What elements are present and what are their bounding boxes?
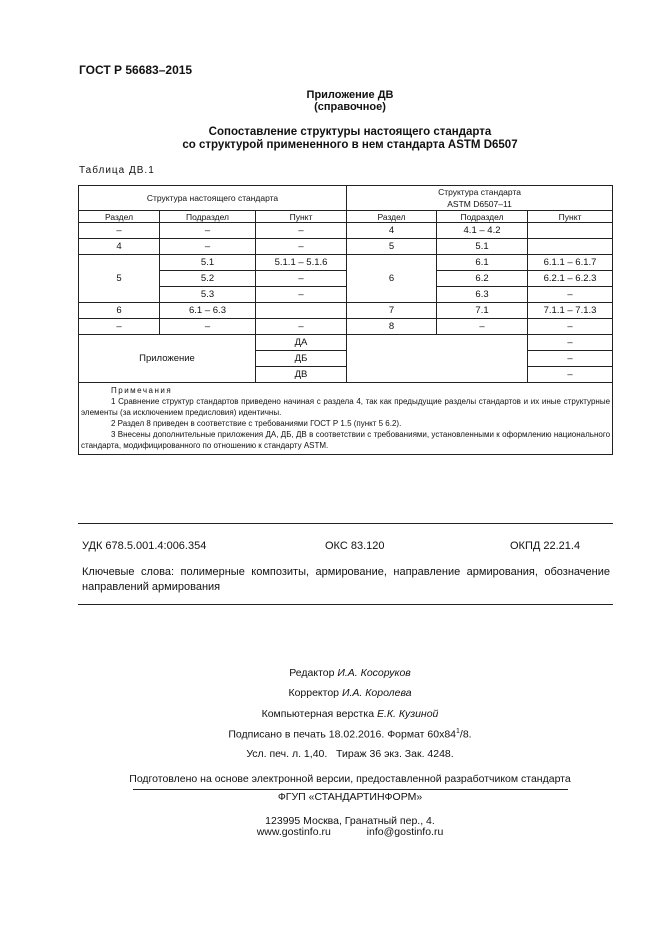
format-superscript: 1 (456, 728, 460, 735)
table-cell: 4.1 – 4.2 (437, 223, 528, 239)
print-info: Усл. печ. л. 1,40. Тираж 36 экз. Зак. 4248. (246, 748, 454, 760)
table-cell (256, 303, 347, 319)
table-cell: 5.1 (437, 239, 528, 255)
table-row (79, 287, 613, 303)
editor-name: И.А. Косоруков (337, 667, 411, 679)
appendix-heading-line2: со структурой примененного в нем стандарта ASTM D6507 (182, 139, 518, 151)
publisher-address: 123995 Москва, Гранатный пер., 4. (265, 815, 435, 827)
table-cell: – (256, 271, 347, 287)
appendix-type: (справочное) (314, 101, 386, 113)
table-cell: 5.1 (160, 255, 256, 271)
table-cell: – (528, 335, 613, 351)
editor-line (60, 667, 640, 679)
contacts-line (60, 826, 640, 838)
empty-cell (347, 335, 528, 383)
website-link[interactable]: www.gostinfo.ru (256, 826, 331, 838)
table-cell: – (256, 239, 347, 255)
table-cell: 5.1.1 – 5.1.6 (256, 255, 347, 271)
table-cell: – (256, 319, 347, 335)
corrector-line (60, 687, 640, 699)
table-cell: – (528, 367, 613, 383)
table-cell: – (528, 351, 613, 367)
table-cell: 4 (79, 239, 160, 255)
header-left-group: Структура настоящего стандарта (79, 186, 347, 211)
table-cell: 6.1 (437, 255, 528, 271)
publisher: ФГУП «СТАНДАРТИНФОРМ» (277, 791, 423, 803)
table-cell: 7 (347, 303, 437, 319)
table-cell: 5.2 (160, 271, 256, 287)
corrector-name: И.А. Королева (341, 687, 412, 699)
divider (78, 523, 613, 524)
comparison-table (78, 185, 613, 455)
table-row (79, 239, 613, 255)
table-cell: – (256, 223, 347, 239)
table-cell: 5.3 (160, 287, 256, 303)
header-right-line1: Структура стандарта (438, 187, 521, 197)
column-header: Раздел (79, 211, 160, 223)
table-cell: – (160, 319, 256, 335)
layout-line (60, 708, 640, 720)
layout-name: Е.К. Кузиной (376, 708, 439, 720)
column-header: Подраздел (437, 211, 528, 223)
table-row (79, 271, 613, 287)
column-header: Пункт (528, 211, 613, 223)
header-right-group (347, 186, 613, 211)
column-header: Подраздел (160, 211, 256, 223)
table-cell: – (528, 287, 613, 303)
table-cell: – (256, 287, 347, 303)
table-cell: 6.3 (437, 287, 528, 303)
note-item: 2 Раздел 8 приведен в соответствие с требованиями ГОСТ Р 1.5 (пункт 5 6.2). (111, 419, 402, 428)
table-cell: – (79, 223, 160, 239)
table-cell: 6 (79, 303, 160, 319)
table-cell (528, 239, 613, 255)
prepared-note: Подготовлено на основе электронной версии, предоставленной разработчиком стандарта (129, 773, 571, 785)
document-code: ГОСТ Р 56683–2015 (79, 63, 193, 77)
table-row (79, 303, 613, 319)
table-cell: 4 (347, 223, 437, 239)
table-cell: ДА (256, 335, 347, 351)
table-cell: 7.1 (437, 303, 528, 319)
header-right-line2: ASTM D6507–11 (447, 199, 512, 209)
signed-line (60, 728, 640, 741)
table-cell (528, 223, 613, 239)
table-cell: 6.2.1 – 6.2.3 (528, 271, 613, 287)
column-header: Пункт (256, 211, 347, 223)
table-cell: – (437, 319, 528, 335)
table-cell: – (160, 239, 256, 255)
table-cell: – (79, 319, 160, 335)
keywords: Ключевые слова: полимерные композиты, армирование, направление армирования, обозначение направлений армирования (82, 566, 610, 593)
table-cell: 5 (347, 239, 437, 255)
divider (133, 789, 568, 790)
email-link[interactable]: info@gostinfo.ru (366, 826, 444, 838)
table-cell: 5 (79, 255, 160, 303)
table-row (79, 319, 613, 335)
table-cell: ДВ (256, 367, 347, 383)
table-row (79, 223, 613, 239)
table-row (79, 255, 613, 271)
table-cell: 8 (347, 319, 437, 335)
table-cell: 6 (347, 255, 437, 303)
appendix-label-cell: Приложение (79, 335, 256, 383)
table-cell: 6.2 (437, 271, 528, 287)
note-item: 1 Сравнение структур стандартов приведено начиная с раздела 4, так как предыдущие разделы стандартов и их иные структурные элементы (за исключением предисловия) идентичны. (81, 397, 611, 417)
table-notes (79, 383, 613, 455)
table-cell: ДБ (256, 351, 347, 367)
udk-code: УДК 678.5.001.4:006.354 (82, 540, 207, 552)
table-row (79, 335, 613, 351)
appendix-title: Приложение ДВ (306, 89, 394, 101)
format-tail: /8. (459, 728, 472, 741)
editor-label: Редактор (289, 667, 335, 679)
table-cell: 6.1 – 6.3 (160, 303, 256, 319)
table-caption: Таблица ДВ.1 (79, 165, 155, 176)
layout-label: Компьютерная верстка (261, 708, 375, 720)
corrector-label: Корректор (288, 687, 340, 699)
divider (78, 604, 613, 605)
okpd-code: ОКПД 22.21.4 (510, 540, 581, 552)
table-cell: 7.1.1 – 7.1.3 (528, 303, 613, 319)
appendix-heading-line1: Сопоставление структуры настоящего стандарта (208, 126, 492, 138)
oks-code: ОКС 83.120 (325, 540, 385, 552)
notes-title: Примечания (111, 386, 173, 395)
signed-text: Подписано в печать 18.02.2016. Формат 60x84 (228, 728, 457, 741)
column-header: Раздел (347, 211, 437, 223)
table-cell: – (528, 319, 613, 335)
table-cell: – (160, 223, 256, 239)
note-item: 3 Внесены дополнительные приложения ДА, ДБ, ДВ в соответствии с требованиями, установленными к оформлению национального стандарта, модифицированного по отношению к стандарту ASTM. (81, 430, 611, 450)
table-cell: 6.1.1 – 6.1.7 (528, 255, 613, 271)
